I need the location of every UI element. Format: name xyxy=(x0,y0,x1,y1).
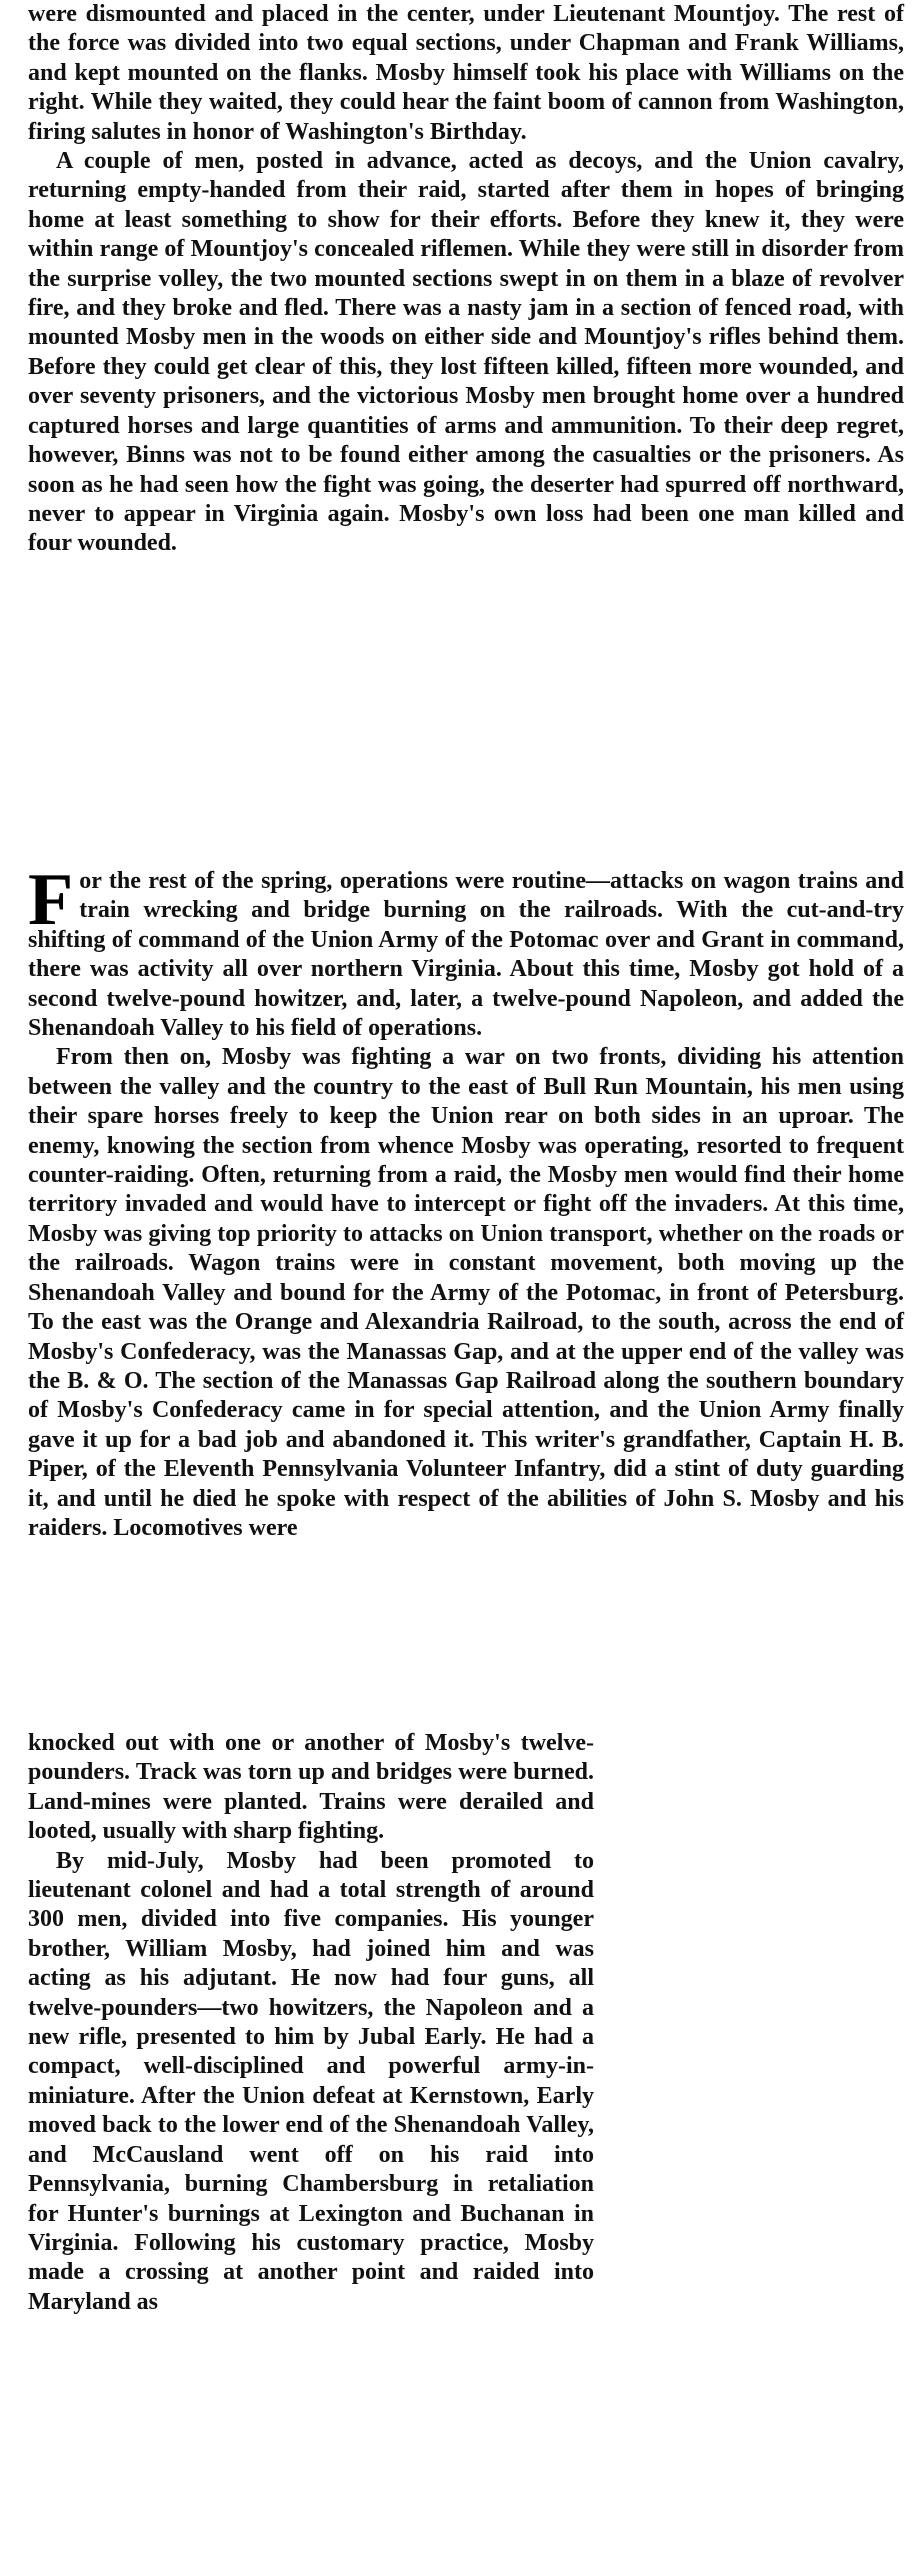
paragraph: From then on, Mosby was fighting a war on two fronts, dividing his attention between the valley and the country to the east of Bull Run Mountain, his men using their spare horses freely to keep the Union rear on both sides in an uproar. The enemy, knowing the section from whence Mosby was operating, resorted to frequent counter-raiding. Often, returning from a raid, the Mosby men would find their home territory invaded and would have to intercept or fight off the invaders. At this time, Mosby was giving top priority to attacks on Union transport, whether on the roads or the railroads. Wagon trains were in constant movement, both moving up the Shenandoah Valley and bound for the Army of the Potomac, in front of Petersburg. To the east was the Orange and Alexandria Railroad, to the south, across the end of Mosby's Confederacy, was the Manassas Gap, and at the upper end of the valley was the B. & O. The section of the Manassas Gap Railroad along the southern boundary of Mosby's Confederacy came in for special attention, and the Union Army finally gave it up for a bad job and abandoned it. This writer's grandfather, Captain H. B. Piper, of the Eleventh Pennsylvania Volunteer Infantry, did a stint of duty guarding it, and until he died he spoke with respect of the abilities of John S. Mosby and his raiders. Locomotives were xyxy=(28,1044,904,1541)
section-2 xyxy=(28,859,904,1543)
section-1 xyxy=(28,0,904,559)
paragraph xyxy=(28,859,904,1043)
paragraph: By mid-July, Mosby had been promoted to lieutenant colonel and had a total strength of around 300 men, divided into five companies. His younger brother, William Mosby, had joined him and was acting as his adjutant. He now had four guns, all twelve-pounders—two howitzers, the Napoleon and a new rifle, presented to him by Jubal Early. He had a compact, well-disciplined and powerful army-in-miniature. After the Union defeat at Kernstown, Early moved back to the lower end of the Shenandoah Valley, and McCausland went off on his raid into Pennsylvania, burning Chambersburg in retaliation for Hunter's burnings at Lexington and Buchanan in Virginia. Following his customary practice, Mosby made a crossing at another point and raided into Maryland as xyxy=(28,1847,594,2315)
section-3 xyxy=(28,1729,594,2317)
paragraph: knocked out with one or another of Mosby's twelve-pounders. Track was torn up and bridges were burned. Land-mines were planted. Trains were derailed and looted, usually with sharp fighting. xyxy=(28,1730,594,1845)
paragraph: A couple of men, posted in advance, acted as decoys, and the Union cavalry, returning empty-handed from their raid, started after them in hopes of bringing home at least something to show for their efforts. Before they knew it, they were within range of Mountjoy's concealed riflemen. While they were still in disorder from the surprise volley, the two mounted sections swept in on them in a blaze of revolver fire, and they broke and fled. There was a nasty jam in a section of fenced road, with mounted Mosby men in the woods on either side and Mountjoy's rifles behind them. Before they could get clear of this, they lost fifteen killed, fifteen more wounded, and over seventy prisoners, and the victorious Mosby men brought home over a hundred captured horses and large quantities of arms and ammunition. To their deep regret, however, Binns was not to be found either among the casualties or the prisoners. As soon as he had seen how the fight was going, the deserter had spurred off northward, never to appear in Virginia again. Mosby's own loss had been one man killed and four wounded. xyxy=(28,148,904,557)
drop-cap: F xyxy=(28,859,74,941)
paragraph-text: or the rest of the spring, operations were routine—attacks on wagon trains and train wrecking and bridge burning on the railroads. With the cut-and-try shifting of command of the Union Army of the Potomac over and Grant in command, there was activity all over northern Virginia. About this time, Mosby got hold of a second twelve-pound howitzer, and, later, a twelve-pound Napoleon, and added the Shenandoah Valley to his field of operations. xyxy=(28,868,904,1042)
paragraph: were dismounted and placed in the center, under Lieutenant Mountjoy. The rest of the force was divided into two equal sections, under Chapman and Frank Williams, and kept mounted on the flanks. Mosby himself took his place with Williams on the right. While they waited, they could hear the faint boom of cannon from Washington, firing salutes in honor of Washington's Birthday. xyxy=(28,1,904,145)
